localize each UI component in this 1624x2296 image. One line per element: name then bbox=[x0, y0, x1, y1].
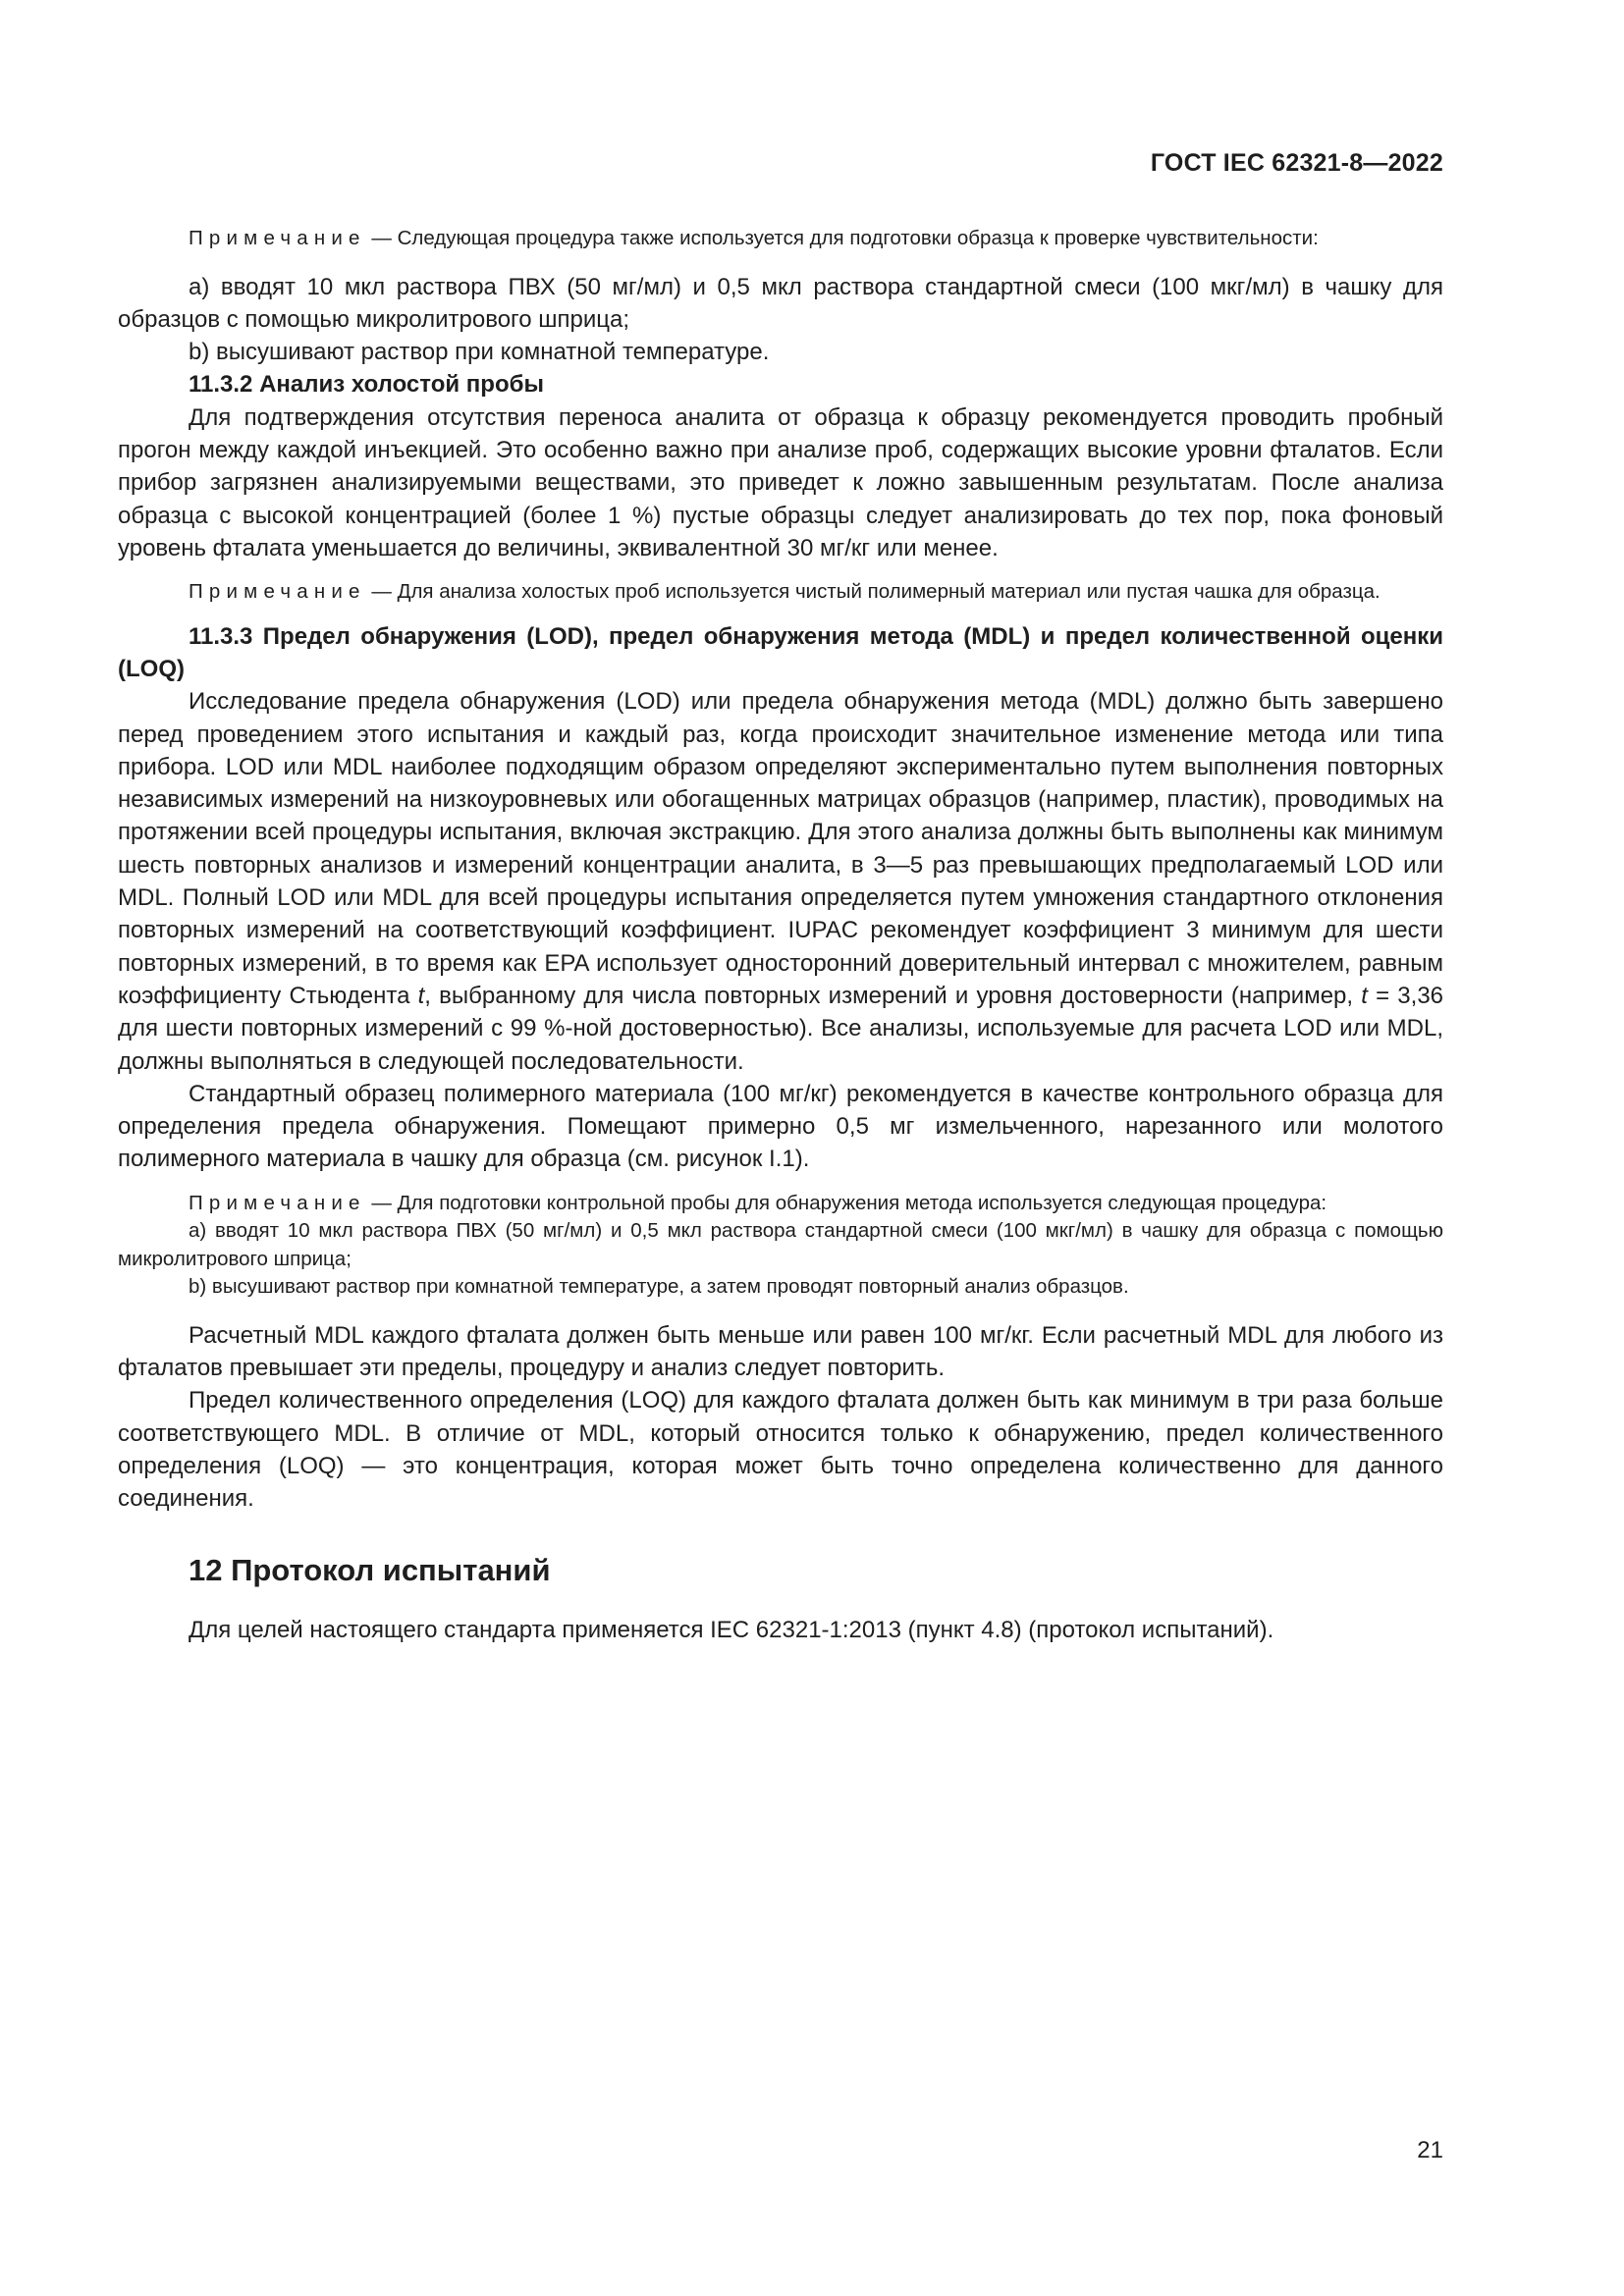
page-content bbox=[118, 225, 1443, 1646]
note-text: Для анализа холостых проб используется чистый полимерный материал или пустая чашка для образца. bbox=[397, 580, 1380, 604]
list-item-b: b) высушивают раствор при комнатной температуре. bbox=[189, 339, 770, 366]
section-heading-11-3-2: 11.3.2 Анализ холостой пробы bbox=[189, 371, 544, 399]
paragraph-test-report: Для целей настоящего стандарта применяется IEC 62321-1:2013 (пункт 4.8) (протокол испытаний). bbox=[189, 1616, 1274, 1643]
paragraph-lod-mdl-part1: Исследование предела обнаружения (LOD) или предела обнаружения метода (MDL) должно быть завершено перед проведением этого испытания и каждый раз, когда происходит значительное изменение метода или типа прибора. LOD или MDL наиболее подходящим образом определяют экспериментально путем выполнения повторных независимых измерений на низкоуровневых или обогащенных матрицах образцов (например, пластик), проводимых на протяжении всей процедуры испытания, включая экстракцию. Для этого анализа должны быть выполнены как минимум шесть повторных анализов и измерений концентрации аналита, в 3—5 раз превышающих предполагаемый LOD или MDL. Полный LOD или MDL для всей процедуры испытания определяется путем умножения стандартного отклонения повторных измерений на соответствующий коэффициент. IUPAC рекомендует коэффициент 3 минимум для шести повторных измерений, в то время как EPA использует односторонний доверительный интервал с множителем, равным коэффициенту Стьюдента bbox=[118, 688, 1443, 1009]
note-label: Примечание bbox=[189, 1191, 366, 1214]
paragraph-loq: Предел количественного определения (LOQ) для каждого фталата должен быть как минимум в три раза больше соответствующего MDL. В отличие от MDL, который относится только к обнаружению, предел количественного определения (LOQ) — это концентрация, которая может быть точно определена количественно для данного соединения. bbox=[118, 1387, 1443, 1513]
note-text: Следующая процедура также используется для подготовки образца к проверке чувствительности: bbox=[397, 227, 1319, 249]
paragraph-lod-mdl-part2: , выбранному для числа повторных измерений и уровня достоверности (например, bbox=[424, 982, 1362, 1009]
note-list-item-a: a) вводят 10 мкл раствора ПВХ (50 мг/мл) и 0,5 мкл раствора стандартной смеси (100 мкг/мл) в чашку для образца с помощью микролитрового шприца; bbox=[118, 1219, 1443, 1270]
standard-code-header: ГОСТ IEC 62321-8—2022 bbox=[1150, 149, 1443, 177]
section-heading-11-3-3: 11.3.3 Предел обнаружения (LOD), предел обнаружения метода (MDL) и предел количественной оценки (LOQ) bbox=[118, 622, 1443, 682]
note-blank-samples bbox=[118, 578, 1443, 607]
student-t-variable: t bbox=[417, 982, 425, 1009]
note-text: Для подготовки контрольной пробы для обнаружения метода используется следующая процедура: bbox=[397, 1191, 1327, 1214]
note-label: Примечание bbox=[189, 580, 366, 604]
section-heading-12: 12 Протокол испытаний bbox=[189, 1552, 551, 1587]
list-item-a: a) вводят 10 мкл раствора ПВХ (50 мг/мл) и 0,5 мкл раствора стандартной смеси (100 мкг/мл) в чашку для образцов с помощью микролитрового шприца; bbox=[118, 273, 1443, 333]
note-dash: — bbox=[365, 1191, 398, 1214]
paragraph-lod-mdl bbox=[118, 685, 1443, 1078]
note-dash: — bbox=[365, 580, 398, 604]
paragraph-mdl-limit: Расчетный MDL каждого фталата должен быть меньше или равен 100 мг/кг. Если расчетный MDL для любого из фталатов превышает эти пределы, процедуру и анализ следует повторить. bbox=[118, 1321, 1443, 1382]
paragraph-lod-mdl-part3: = 3,36 для шести повторных измерений с 99 %-ной достоверностью). Все анализы, используемые для расчета LOD или MDL, должны выполняться в следующей последовательности. bbox=[118, 982, 1444, 1075]
student-t-variable: t bbox=[1361, 982, 1368, 1009]
paragraph-reference-sample: Стандартный образец полимерного материала (100 мг/кг) рекомендуется в качестве контрольного образца для определения предела обнаружения. Помещают примерно 0,5 мг измельченного, нарезанного или молотого полимерного материала в чашку для образца (см. рисунок I.1). bbox=[118, 1080, 1443, 1173]
page-number: 21 bbox=[1417, 2137, 1443, 2163]
paragraph-blank-analysis: Для подтверждения отсутствия переноса аналита от образца к образцу рекомендуется проводить пробный прогон между каждой инъекцией. Это особенно важно при анализе проб, содержащих высокие уровни фталатов. Если прибор загрязнен анализируемыми веществами, это приведет к ложно завышенным результатам. После анализа образца с высокой концентрацией (более 1 %) пустые образцы следует анализировать до тех пор, пока фоновый уровень фталата уменьшается до величины, эквивалентной 30 мг/кг или менее. bbox=[118, 403, 1443, 561]
note-control-sample bbox=[118, 1190, 1443, 1218]
note-dash: — bbox=[365, 227, 398, 249]
note-label: Примечание bbox=[189, 227, 366, 249]
note-list-item-b: b) высушивают раствор при комнатной температуре, а затем проводят повторный анализ образцов. bbox=[189, 1275, 1129, 1299]
note-sensitivity bbox=[118, 225, 1443, 253]
